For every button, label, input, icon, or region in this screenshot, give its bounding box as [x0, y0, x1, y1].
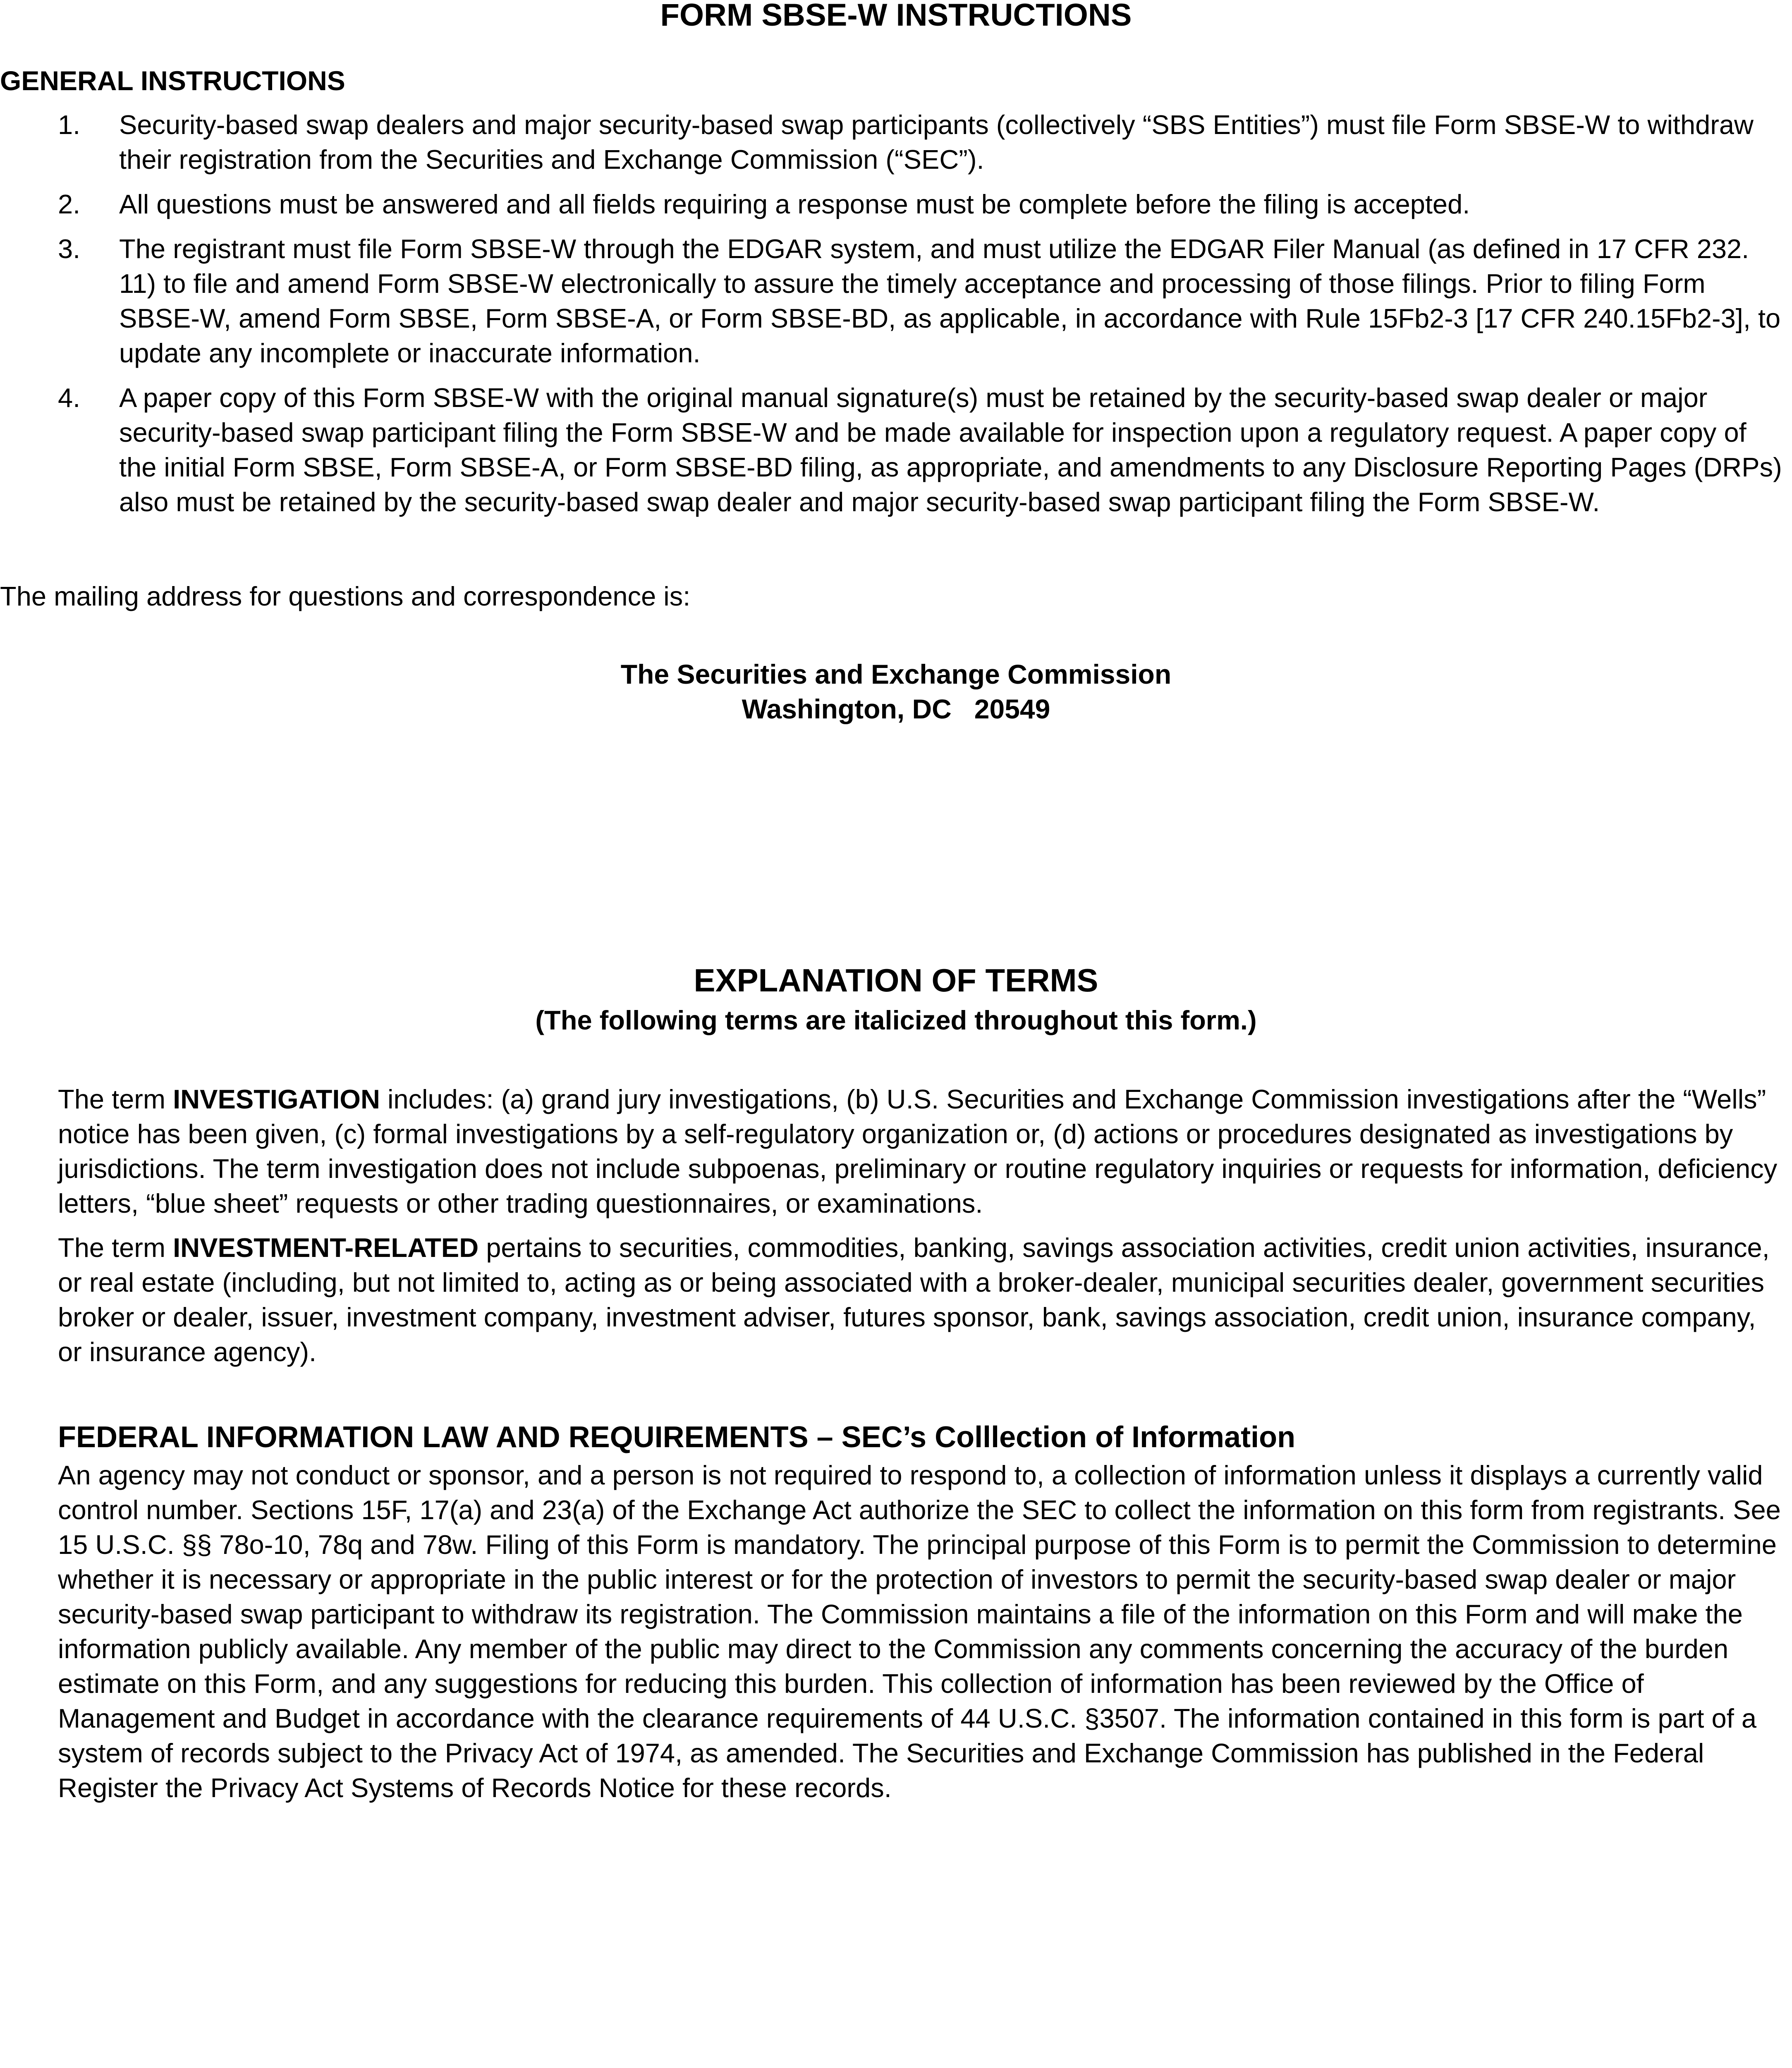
list-item-text: Security-based swap dealers and major security-based swap participants (collectively “SBS Entities”) must file Form SBSE-W to withdraw their registration from the Securities and Exchange Commission (“SEC”). [119, 110, 1754, 175]
list-item-text: A paper copy of this Form SBSE-W with the original manual signature(s) must be retained by the security-based swap dealer or major security-based swap participant filing the Form SBSE-W and be made available for inspection upon a regulatory request. A paper copy of the initial Form SBSE, Form SBSE-A, or Form SBSE-BD filing, as appropriate, and amendments to any Disclosure Reporting Pages (DRPs) also must be retained by the security-based swap dealer and major security-based swap participant filing the Form SBSE-W. [119, 383, 1782, 517]
list-item-number: 2. [58, 189, 81, 219]
list-item [58, 381, 1782, 519]
list-item [58, 232, 1782, 371]
mailing-address [0, 657, 1792, 726]
term-definition: includes: (a) grand jury investigations, (b) U.S. Securities and Exchange Commission investigations after the “Wells” notice has been given, (c) formal investigations by a self-regulatory organization or, (d) actions or procedures designated as investigations by jurisdictions. The term investigation does not include subpoenas, preliminary or routine regulatory inquiries or requests for information, deficiency letters, “blue sheet” requests or other trading questionnaires, or examinations. [58, 1084, 1778, 1218]
term-lead: The term [58, 1084, 173, 1114]
federal-information-body: An agency may not conduct or sponsor, and a person is not required to respond to, a collection of information unless it displays a currently valid control number. Sections 15F, 17(a) and 23(a) of the Exchange Act authorize the SEC to collect the information on this form from registrants. See 15 U.S.C. §§ 78o-10, 78q and 78w. Filing of this Form is mandatory. The principal purpose of this Form is to permit the Commission to determine whether it is necessary or appropriate in the public interest or for the protection of investors to permit the security-based swap dealer or major security-based swap participant to withdraw its registration. The Commission maintains a file of the information on this Form and will make the information publicly available. Any member of the public may direct to the Commission any comments concerning the accuracy of the burden estimate on this Form, and any suggestions for reducing this burden. This collection of information has been reviewed by the Office of Management and Budget in accordance with the clearance requirements of 44 U.S.C. §3507. The information contained in this form is part of a system of records subject to the Privacy Act of 1974, as amended. The Securities and Exchange Commission has published in the Federal Register the Privacy Act Systems of Records Notice for these records. [58, 1460, 1781, 1803]
list-item-number: 3. [58, 234, 81, 264]
term-definition: pertains to securities, commodities, banking, savings association activities, credit union activities, insurance, or real estate (including, but not limited to, acting as or being associated with a broker-dealer, municipal securities dealer, government securities broker or dealer, issuer, investment company, investment adviser, futures sponsor, bank, savings association, credit union, insurance company, or insurance agency). [58, 1233, 1770, 1367]
term-name: INVESTIGATION [173, 1084, 380, 1114]
list-item-text: All questions must be answered and all fields requiring a response must be complete before the filing is accepted. [119, 189, 1470, 219]
list-item-number: 4. [58, 383, 81, 413]
address-line-2: Washington, DC 20549 [742, 694, 1050, 724]
page-title: FORM SBSE-W INSTRUCTIONS [660, 0, 1132, 33]
list-item-text: The registrant must file Form SBSE-W through the EDGAR system, and must utilize the EDGAR Filer Manual (as defined in 17 CFR 232. 11) to file and amend Form SBSE-W electronically to assure the timely acceptance and processing of those filings. Prior to filing Form SBSE-W, amend Form SBSE, Form SBSE-A, or Form SBSE-BD, as applicable, in accordance with Rule 15Fb2-3 [17 CFR 240.15Fb2-3], to update any incomplete or inaccurate information. [119, 234, 1781, 368]
list-item [58, 108, 1782, 177]
mailing-intro: The mailing address for questions and correspondence is: [0, 581, 691, 611]
list-item [58, 187, 1782, 222]
term-name: INVESTMENT-RELATED [173, 1233, 479, 1263]
term-investment-related [58, 1230, 1782, 1369]
term-lead: The term [58, 1233, 173, 1263]
general-instructions-list [58, 108, 1782, 529]
general-instructions-heading: GENERAL INSTRUCTIONS [0, 65, 345, 96]
list-item-number: 1. [58, 110, 81, 140]
term-investigation [58, 1082, 1782, 1221]
address-line-1: The Securities and Exchange Commission [620, 659, 1172, 689]
explanation-of-terms-subheading: (The following terms are italicized throughout this form.) [535, 1005, 1257, 1035]
explanation-of-terms-heading: EXPLANATION OF TERMS [694, 962, 1098, 998]
federal-information-heading: FEDERAL INFORMATION LAW AND REQUIREMENTS – SEC’s Colllection of Information [58, 1421, 1296, 1454]
